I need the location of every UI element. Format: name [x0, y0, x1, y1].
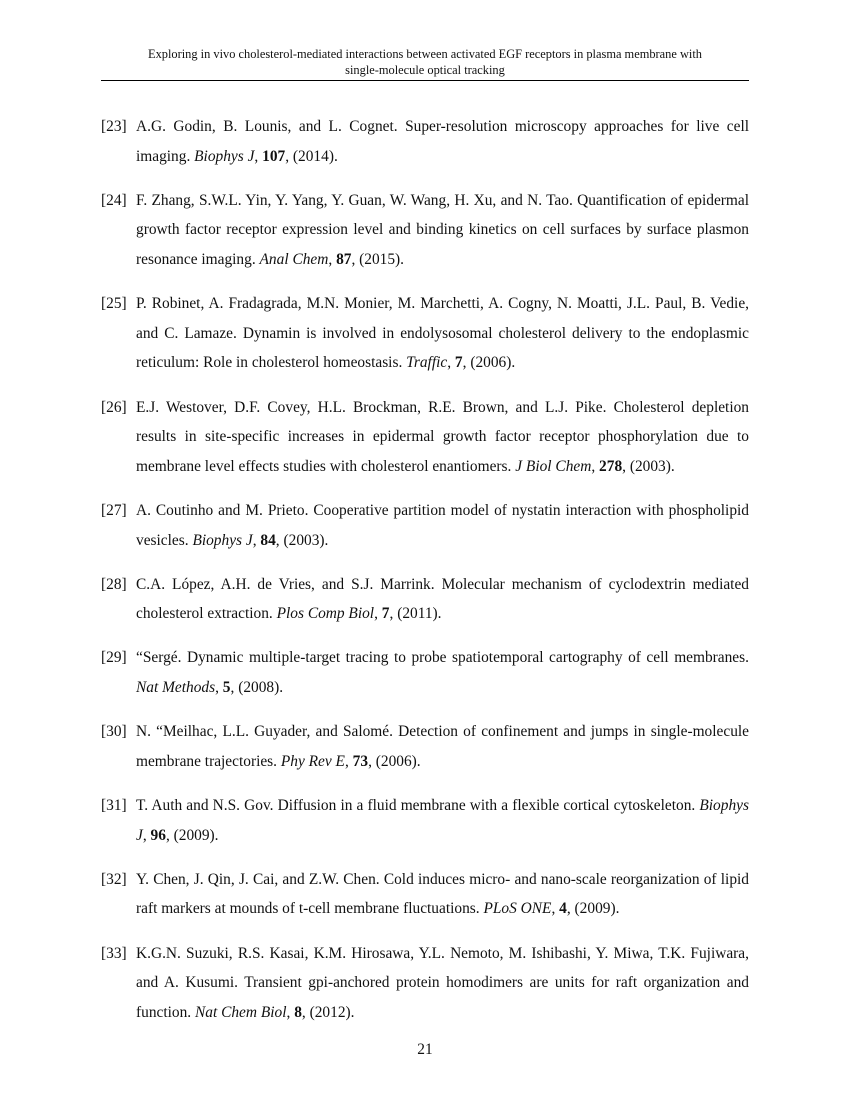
reference-item [101, 791, 749, 850]
reference-journal: Biophys J [192, 531, 253, 549]
reference-body: K.G.N. Suzuki, R.S. Kasai, K.M. Hirosawa, Y.L. Nemoto, M. Ishibashi, Y. Miwa, T.K. Fujiwara, and A. Kusumi. Transient gpi-anchored protein homodimers are units for raft organization and function. Nat Chem Biol, 8, (2012). [136, 944, 749, 1021]
reference-title: Dynamin is involved in endolysosomal cholesterol delivery to the endoplasmic reticulum: Role in cholesterol homeostasis. [136, 324, 749, 372]
reference-title: Super-resolution microscopy approaches for live cell imaging. [136, 118, 749, 165]
reference-year: , (2009). [566, 900, 620, 918]
reference-year: , (2015). [351, 250, 405, 268]
reference-item [101, 186, 749, 275]
reference-authors: T. Auth and N.S. Gov. [136, 797, 274, 815]
reference-year: , (2008). [230, 679, 284, 697]
reference-title: Transient gpi-anchored protein homodimers are units for raft organization and function. [136, 974, 749, 1021]
reference-number: [25] [101, 295, 127, 313]
reference-item [101, 939, 749, 1028]
reference-body: “Sergé. Dynamic multiple-target tracing to probe spatiotemporal cartography of cell membranes. Nat Methods, 5, (2008). [136, 649, 749, 697]
reference-volume: 107 [262, 147, 286, 165]
reference-number: [30] [101, 723, 127, 741]
reference-title: Cholesterol depletion results in site-specific increases in epidermal growth factor receptor phosphorylation due to membrane level effects studies with cholesterol enantiomers. [136, 398, 749, 475]
reference-item [101, 865, 749, 924]
reference-volume: 84 [260, 531, 276, 549]
reference-volume: 87 [336, 250, 352, 268]
reference-body: F. Zhang, S.W.L. Yin, Y. Yang, Y. Guan, W. Wang, H. Xu, and N. Tao. Quantification of epidermal growth factor receptor expression level and binding kinetics on cell surfaces by surface plasmon resonance imaging. Anal Chem, 87, (2015). [136, 191, 749, 268]
reference-authors: Y. Chen, J. Qin, J. Cai, and Z.W. Chen. [136, 870, 380, 888]
reference-journal: Plos Comp Biol [276, 605, 375, 623]
reference-year: , (2006). [462, 354, 516, 372]
reference-journal: Biophys J [136, 797, 749, 844]
reference-item [101, 112, 749, 171]
reference-journal: Anal Chem [259, 250, 329, 268]
reference-journal: Traffic [406, 354, 448, 372]
reference-volume: 4 [559, 900, 567, 918]
reference-item [101, 643, 749, 702]
running-header-line-2: single-molecule optical tracking [345, 63, 505, 77]
reference-item [101, 289, 749, 378]
reference-volume: 73 [352, 752, 369, 770]
reference-year: , (2006). [368, 752, 421, 770]
reference-item [101, 393, 749, 482]
reference-volume: 8 [294, 1003, 302, 1021]
reference-year: , (2003). [622, 457, 675, 475]
reference-body: N. “Meilhac, L.L. Guyader, and Salomé. Detection of confinement and jumps in single-molecule membrane trajectories. Phy Rev E, 73, (2006). [136, 723, 749, 770]
reference-list [101, 112, 749, 1042]
reference-title: Diffusion in a fluid membrane with a flexible cortical cytoskeleton. [277, 797, 696, 815]
reference-number: [28] [101, 575, 127, 593]
reference-volume: 278 [599, 457, 623, 475]
reference-item [101, 570, 749, 629]
reference-journal: Biophys J [194, 147, 255, 165]
reference-title: Dynamic multiple-target tracing to probe spatiotemporal cartography of cell membranes. [187, 649, 749, 667]
reference-volume: 7 [454, 354, 463, 372]
reference-title: Molecular mechanism of cyclodextrin mediated cholesterol extraction. [136, 575, 749, 623]
reference-authors: F. Zhang, S.W.L. Yin, Y. Yang, Y. Guan, W. Wang, H. Xu, and N. Tao. [136, 191, 573, 209]
reference-number: [29] [101, 649, 127, 667]
reference-authors: A. Coutinho and M. Prieto. [136, 501, 309, 519]
running-header-line-1: Exploring in vivo cholesterol-mediated interactions between activated EGF receptors in plasma membrane with [148, 47, 702, 61]
reference-year: , (2012). [301, 1003, 355, 1021]
page-number: 21 [417, 1041, 433, 1058]
reference-title: Detection of confinement and jumps in single-molecule membrane trajectories. [136, 723, 749, 770]
reference-title: Cooperative partition model of nystatin interaction with phospholipid vesicles. [136, 501, 749, 549]
running-header [101, 46, 749, 78]
reference-number: [26] [101, 398, 127, 416]
reference-title: Quantification of epidermal growth factor receptor expression level and binding kinetics on cell surfaces by surface plasmon resonance imaging. [136, 191, 749, 268]
reference-volume: 5 [222, 679, 231, 697]
reference-authors: P. Robinet, A. Fradagrada, M.N. Monier, M. Marchetti, A. Cogny, N. Moatti, J.L. Paul, B. Vedie, and C. Lamaze. [136, 295, 749, 342]
reference-authors: N. “Meilhac, L.L. Guyader, and Salomé. [136, 723, 393, 741]
reference-body: E.J. Westover, D.F. Covey, H.L. Brockman, R.E. Brown, and L.J. Pike. Cholesterol depletion results in site-specific increases in epidermal growth factor receptor phosphorylation due to membrane level effects studies with cholesterol enantiomers. J Biol Chem, 278, (2003). [136, 398, 749, 475]
reference-journal: J Biol Chem [515, 457, 592, 475]
reference-journal: Nat Chem Biol [195, 1003, 287, 1021]
header-rule [101, 80, 749, 81]
reference-year: , (2009). [165, 826, 219, 844]
reference-body: P. Robinet, A. Fradagrada, M.N. Monier, M. Marchetti, A. Cogny, N. Moatti, J.L. Paul, B. Vedie, and C. Lamaze. Dynamin is involved in endolysosomal cholesterol delivery to the endoplasmic reticulum: Role in cholesterol homeostasis. Traffic, 7, (2006). [136, 295, 749, 372]
reference-volume: 96 [150, 826, 166, 844]
reference-body: A. Coutinho and M. Prieto. Cooperative partition model of nystatin interaction with phospholipid vesicles. Biophys J, 84, (2003). [136, 501, 749, 549]
reference-journal: Phy Rev E [280, 752, 345, 770]
reference-authors: C.A. López, A.H. de Vries, and S.J. Marrink. [136, 575, 435, 593]
reference-authors: A.G. Godin, B. Lounis, and L. Cognet. [136, 118, 398, 135]
reference-authors: K.G.N. Suzuki, R.S. Kasai, K.M. Hirosawa, Y.L. Nemoto, M. Ishibashi, Y. Miwa, T.K. Fujiwara, and A. Kusumi. [136, 944, 749, 992]
reference-year: , (2011). [389, 605, 442, 623]
reference-number: [33] [101, 944, 127, 962]
reference-journal: PLoS ONE [483, 900, 552, 918]
reference-number: [32] [101, 870, 127, 888]
reference-year: , (2014). [285, 147, 338, 165]
reference-item [101, 717, 749, 776]
reference-journal: Nat Methods [136, 679, 216, 697]
reference-body: T. Auth and N.S. Gov. Diffusion in a fluid membrane with a flexible cortical cytoskeleton. Biophys J, 96, (2009). [136, 797, 749, 844]
reference-number: [31] [101, 797, 127, 815]
reference-body: A.G. Godin, B. Lounis, and L. Cognet. Super-resolution microscopy approaches for live cell imaging. Biophys J, 107, (2014). [136, 118, 749, 165]
reference-number: [23] [101, 118, 127, 135]
reference-year: , (2003). [275, 531, 329, 549]
reference-item [101, 496, 749, 555]
reference-number: [27] [101, 501, 127, 519]
reference-authors: “Sergé. [136, 649, 182, 667]
reference-number: [24] [101, 191, 127, 209]
reference-title: Cold induces micro- and nano-scale reorganization of lipid raft markers at mounds of t-cell membrane fluctuations. [136, 870, 749, 918]
reference-body: C.A. López, A.H. de Vries, and S.J. Marrink. Molecular mechanism of cyclodextrin mediated cholesterol extraction. Plos Comp Biol, 7, (2011). [136, 575, 749, 623]
reference-authors: E.J. Westover, D.F. Covey, H.L. Brockman, R.E. Brown, and L.J. Pike. [136, 398, 607, 416]
reference-body: Y. Chen, J. Qin, J. Cai, and Z.W. Chen. Cold induces micro- and nano-scale reorganization of lipid raft markers at mounds of t-cell membrane fluctuations. PLoS ONE, 4, (2009). [136, 870, 749, 918]
reference-volume: 7 [381, 605, 390, 623]
